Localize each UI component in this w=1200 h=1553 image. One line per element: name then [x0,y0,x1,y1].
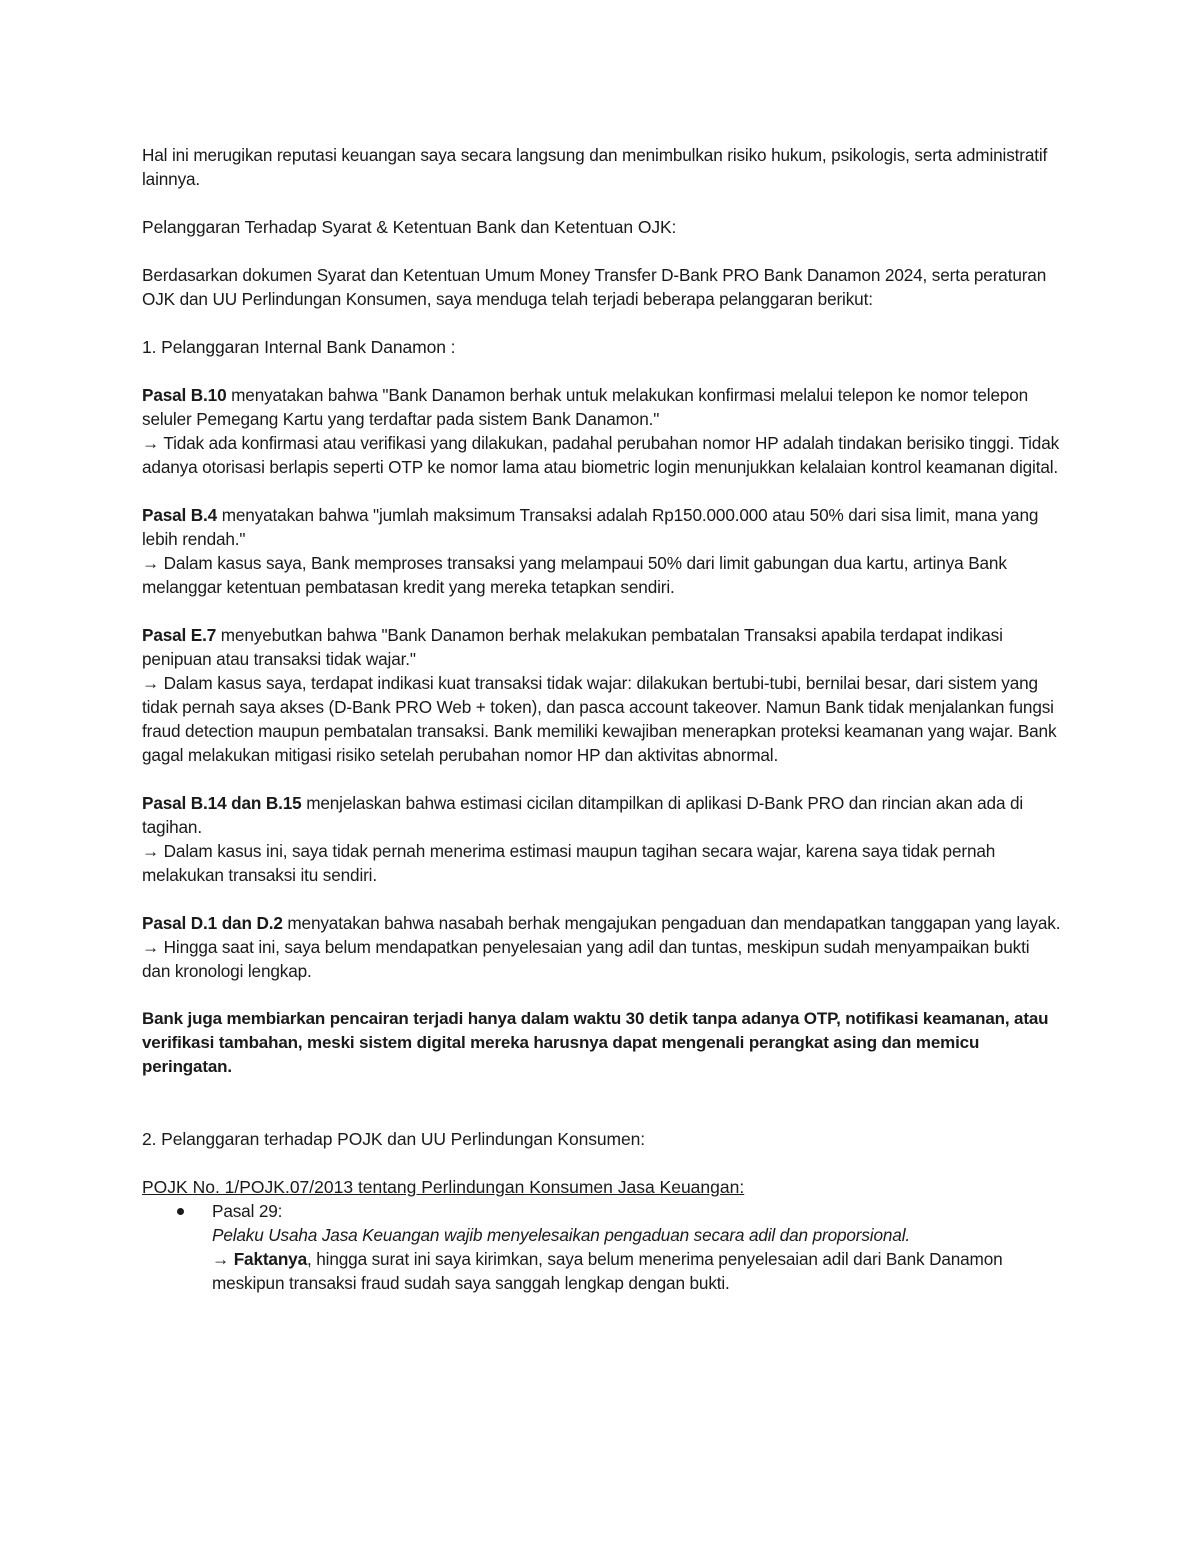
emphasis-paragraph: Bank juga membiarkan pencairan terjadi hanya dalam waktu 30 detik tanpa adanya OTP, notifikasi keamanan, atau verifikasi tambahan, meski sistem digital mereka harusnya dapat mengenali perangkat asing dan memicu peringatan. [142,1009,1049,1076]
part2-title: 2. Pelanggaran terhadap POJK dan UU Perlindungan Konsumen: [142,1129,646,1149]
clause-analysis: → Dalam kasus saya, Bank memproses transaksi yang melampaui 50% dari limit gabungan dua kartu, artinya Bank melanggar ketentuan pembatasan kredit yang mereka tetapkan sendiri. [142,553,1007,597]
clause-block [142,503,1062,599]
clause-block [142,383,1062,479]
clause-block [142,623,1062,767]
clause-statement: Pasal E.7 menyebutkan bahwa "Bank Danamon berhak melakukan pembatalan Transaksi apabila terdapat indikasi penipuan atau transaksi tidak wajar." [142,625,1003,669]
clause-statement: Pasal B.10 menyatakan bahwa "Bank Danamon berhak untuk melakukan konfirmasi melalui telepon ke nomor telepon seluler Pemegang Kartu yang terdaftar pada sistem Bank Danamon." [142,385,1029,429]
bullet-icon [177,1208,184,1215]
basis-paragraph: Berdasarkan dokumen Syarat dan Ketentuan Umum Money Transfer D-Bank PRO Bank Danamon 2024, serta peraturan OJK dan UU Perlindungan Konsumen, saya menduga telah terjadi beberapa pelanggaran berikut: [142,265,1047,309]
section-title: Pelanggaran Terhadap Syarat & Ketentuan Bank dan Ketentuan OJK: [142,217,677,237]
clause-analysis: → Hingga saat ini, saya belum mendapatkan penyelesaian yang adil dan tuntas, meskipun sudah menyampaikan bukti dan kronologi lengkap. [142,937,1030,981]
clause-analysis: → Dalam kasus ini, saya tidak pernah menerima estimasi maupun tagihan secara wajar, karena saya tidak pernah melakukan transaksi itu sendiri. [142,841,996,885]
arrow-icon: → [212,1249,230,1269]
regulation-title: POJK No. 1/POJK.07/2013 tentang Perlindungan Konsumen Jasa Keuangan: [142,1177,745,1197]
arrow-icon: → [142,841,160,861]
part1-title: 1. Pelanggaran Internal Bank Danamon : [142,337,456,357]
fact-label: Faktanya [233,1249,308,1269]
arrow-icon: → [142,937,160,957]
article-fact: → Faktanya, hingga surat ini saya kirimkan, saya belum menerima penyelesaian adil dari Bank Danamon meskipun transaksi fraud sudah saya sanggah lengkap dengan bukti. [212,1249,1003,1293]
arrow-icon: → [142,673,160,693]
arrow-icon: → [142,433,160,453]
clause-ref: Pasal D.1 dan D.2 [142,913,283,933]
clause-ref: Pasal B.14 dan B.15 [142,793,302,813]
clause-statement: Pasal B.14 dan B.15 menjelaskan bahwa estimasi cicilan ditampilkan di aplikasi D-Bank PRO dan rincian akan ada di tagihan. [142,793,1024,837]
clause-analysis: → Tidak ada konfirmasi atau verifikasi yang dilakukan, padahal perubahan nomor HP adalah tindakan berisiko tinggi. Tidak adanya otorisasi berlapis seperti OTP ke nomor lama atau biometric login menunjukkan kelalaian kontrol keamanan digital. [142,433,1060,477]
clause-ref: Pasal B.4 [142,505,218,525]
list-item [142,1199,1062,1295]
clause-ref: Pasal E.7 [142,625,217,645]
clause-statement: Pasal D.1 dan D.2 menyatakan bahwa nasabah berhak mengajukan pengaduan dan mendapatkan tanggapan yang layak. [142,913,1061,933]
clause-block [142,791,1062,887]
regulation-list [142,1199,1062,1295]
clause-block [142,911,1062,983]
document-page [142,143,1062,1295]
clause-ref: Pasal B.10 [142,385,227,405]
clause-statement: Pasal B.4 menyatakan bahwa "jumlah maksimum Transaksi adalah Rp150.000.000 atau 50% dari sisa limit, mana yang lebih rendah." [142,505,1039,549]
intro-paragraph: Hal ini merugikan reputasi keuangan saya secara langsung dan menimbulkan risiko hukum, psikologis, serta administratif lainnya. [142,145,1048,189]
article-ref: Pasal 29: [212,1201,283,1221]
article-quote: Pelaku Usaha Jasa Keuangan wajib menyelesaikan pengaduan secara adil dan proporsional. [212,1225,910,1245]
arrow-icon: → [142,553,160,573]
clause-analysis: → Dalam kasus saya, terdapat indikasi kuat transaksi tidak wajar: dilakukan bertubi-tubi, bernilai besar, dari sistem yang tidak pernah saya akses (D-Bank PRO Web + token), dan pasca account takeover. Namun Bank tidak menjalankan fungsi fraud detection maupun pembatalan transaksi. Bank memiliki kewajiban menerapkan proteksi keamanan yang wajar. Bank gagal melakukan mitigasi risiko setelah perubahan nomor HP dan aktivitas abnormal. [142,673,1057,765]
